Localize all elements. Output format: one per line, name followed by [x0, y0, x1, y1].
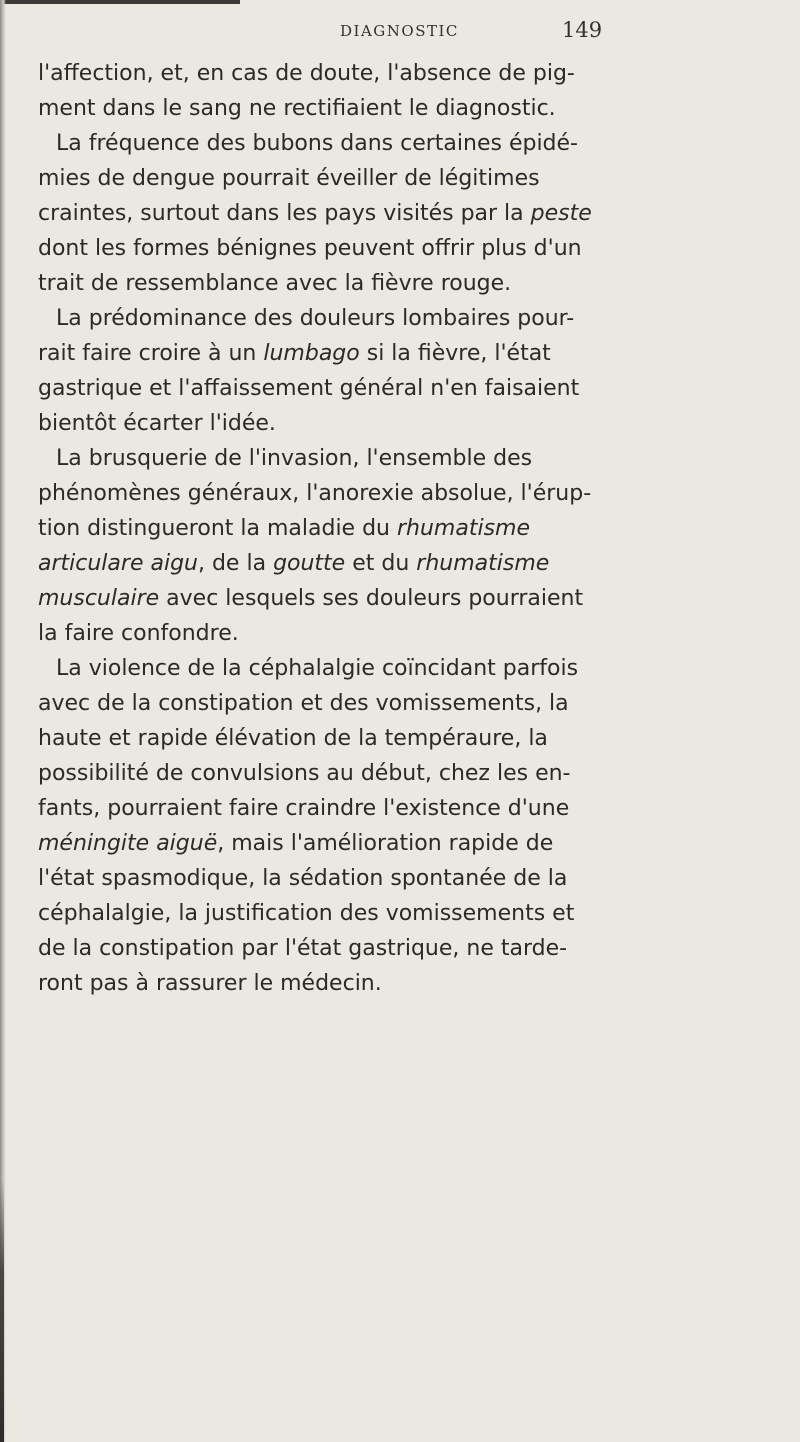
text-run: céphalalgie, la justification des vomissements et	[38, 901, 575, 926]
text-line	[38, 861, 746, 896]
text-line	[38, 826, 746, 861]
text-run: La brusquerie de l'invasion, l'ensemble des	[56, 446, 533, 471]
italic-term: goutte	[273, 551, 346, 576]
text-line	[38, 686, 746, 721]
text-run: dont les formes bénignes peuvent offrir plus d'un	[38, 236, 582, 261]
text-line	[38, 896, 746, 931]
text-run: l'état spasmodique, la sédation spontanée de la	[38, 866, 568, 891]
text-run: avec de la constipation et des vomissements, la	[38, 691, 569, 716]
text-run: , de la	[197, 551, 274, 576]
text-run: La fréquence des bubons dans certaines épidé-	[56, 131, 578, 156]
text-line	[38, 406, 746, 441]
text-line	[38, 546, 746, 581]
text-line	[38, 91, 746, 126]
text-run: gastrique et l'affaissement général n'en faisaient	[38, 376, 580, 401]
text-line	[38, 231, 746, 266]
italic-term: rhumatisme	[396, 516, 530, 541]
text-run: La prédominance des douleurs lombaires pour-	[56, 306, 575, 331]
text-line	[38, 581, 746, 616]
text-run: l'affection, et, en cas de doute, l'absence de pig-	[38, 61, 575, 86]
text-line	[38, 511, 746, 546]
italic-term: peste	[530, 201, 592, 226]
text-run: et du	[345, 551, 417, 576]
text-run: fants, pourraient faire craindre l'existence d'une	[38, 796, 570, 821]
text-run: La violence de la céphalalgie coïncidant parfois	[56, 656, 579, 681]
text-run: rait faire croire à un	[38, 341, 264, 366]
text-line	[38, 301, 746, 336]
text-run: avec lesquels ses douleurs pourraient	[159, 586, 584, 611]
italic-term: musculaire	[38, 586, 160, 611]
text-line	[38, 931, 746, 966]
page-header	[0, 4, 800, 44]
text-run: ment dans le sang ne rectifiaient le diagnostic.	[38, 96, 556, 121]
text-line	[38, 266, 746, 301]
text-run: trait de ressemblance avec la fièvre rouge.	[38, 271, 512, 296]
italic-term: méningite aiguë	[38, 831, 218, 856]
text-run: craintes, surtout dans les pays visités par la	[38, 201, 531, 226]
running-head: DIAGNOSTIC	[340, 22, 459, 40]
text-line	[38, 126, 746, 161]
text-line	[38, 441, 746, 476]
text-run: , mais l'amélioration rapide de	[217, 831, 554, 856]
text-run: la faire confondre.	[38, 621, 239, 646]
text-line	[38, 371, 746, 406]
text-run: mies de dengue pourrait éveiller de légitimes	[38, 166, 540, 191]
page-number: 149	[562, 18, 603, 42]
body-text	[38, 56, 746, 1001]
text-line	[38, 56, 746, 91]
text-run: bientôt écarter l'idée.	[38, 411, 276, 436]
text-run: haute et rapide élévation de la tempéraure, la	[38, 726, 548, 751]
italic-term: articulare aigu	[38, 551, 198, 576]
text-line	[38, 966, 746, 1001]
text-line	[38, 336, 746, 371]
italic-term: lumbago	[263, 341, 360, 366]
text-line	[38, 476, 746, 511]
text-run: ront pas à rassurer le médecin.	[38, 971, 382, 996]
italic-term: rhumatisme	[416, 551, 550, 576]
text-line	[38, 756, 746, 791]
text-line	[38, 161, 746, 196]
text-line	[38, 721, 746, 756]
text-run: possibilité de convulsions au début, chez les en-	[38, 761, 571, 786]
text-run: tion distingueront la maladie du	[38, 516, 397, 541]
text-line	[38, 616, 746, 651]
text-line	[38, 651, 746, 686]
text-run: si la fièvre, l'état	[359, 341, 551, 366]
text-run: de la constipation par l'état gastrique, ne tarde-	[38, 936, 568, 961]
text-line	[38, 196, 746, 231]
text-line	[38, 791, 746, 826]
text-run: phénomènes généraux, l'anorexie absolue, l'érup-	[38, 481, 592, 506]
page-left-edge-dark	[0, 1180, 4, 1442]
